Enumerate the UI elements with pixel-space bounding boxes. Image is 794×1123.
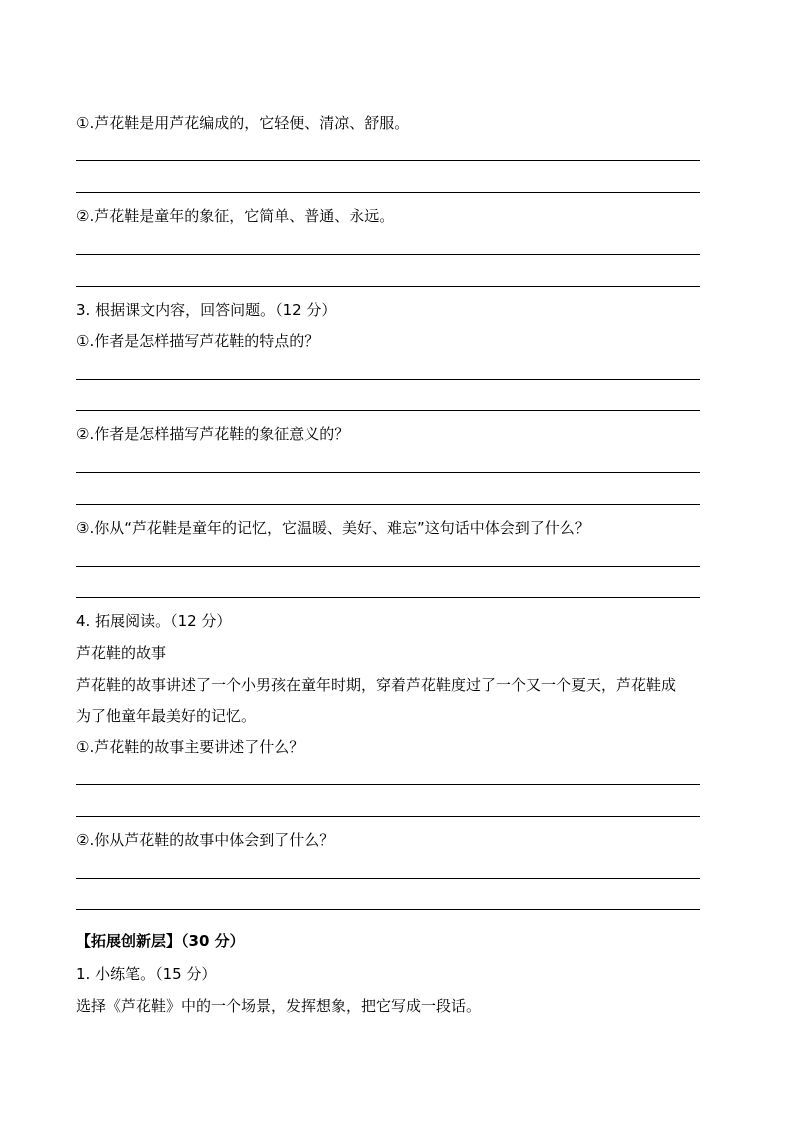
- answer-line: [76, 410, 700, 411]
- question-3-title: 3. 根据课文内容，回答问题。（12 分）: [76, 301, 337, 319]
- practice-title: 1. 小练笔。（15 分）: [76, 965, 217, 983]
- question-2-1: ①.芦花鞋是用芦花编成的，它轻便、清凉、舒服。: [76, 114, 410, 132]
- answer-line: [76, 160, 700, 161]
- answer-line: [76, 254, 700, 255]
- answer-line: [76, 566, 700, 567]
- story-text-line-2: 为了他童年最美好的记忆。: [76, 707, 257, 725]
- question-2-2: ②.芦花鞋是童年的象征，它简单、普通、永远。: [76, 207, 395, 225]
- question-4-1: ①.芦花鞋的故事主要讲述了什么？: [76, 738, 305, 756]
- practice-prompt: 选择《芦花鞋》中的一个场景，发挥想象，把它写成一段话。: [76, 997, 482, 1015]
- answer-line: [76, 784, 700, 785]
- question-3-2: ②.作者是怎样描写芦花鞋的象征意义的？: [76, 425, 350, 443]
- question-4-title: 4. 拓展阅读。（12 分）: [76, 612, 232, 630]
- story-title: 芦花鞋的故事: [76, 644, 167, 662]
- answer-line: [76, 192, 700, 193]
- answer-line: [76, 909, 700, 910]
- answer-line: [76, 878, 700, 879]
- answer-line: [76, 504, 700, 505]
- answer-line: [76, 597, 700, 598]
- story-text-line-1: 芦花鞋的故事讲述了一个小男孩在童年时期，穿着芦花鞋度过了一个又一个夏天，芦花鞋成: [76, 676, 677, 694]
- question-4-2: ②.你从芦花鞋的故事中体会到了什么？: [76, 831, 335, 849]
- question-3-3: ③.你从“芦花鞋是童年的记忆，它温暖、美好、难忘”这句话中体会到了什么？: [76, 519, 590, 537]
- answer-line: [76, 286, 700, 287]
- section-title: 【拓展创新层】（30 分）: [76, 932, 245, 950]
- answer-line: [76, 816, 700, 817]
- answer-line: [76, 472, 700, 473]
- answer-line: [76, 379, 700, 380]
- question-3-1: ①.作者是怎样描写芦花鞋的特点的？: [76, 332, 320, 350]
